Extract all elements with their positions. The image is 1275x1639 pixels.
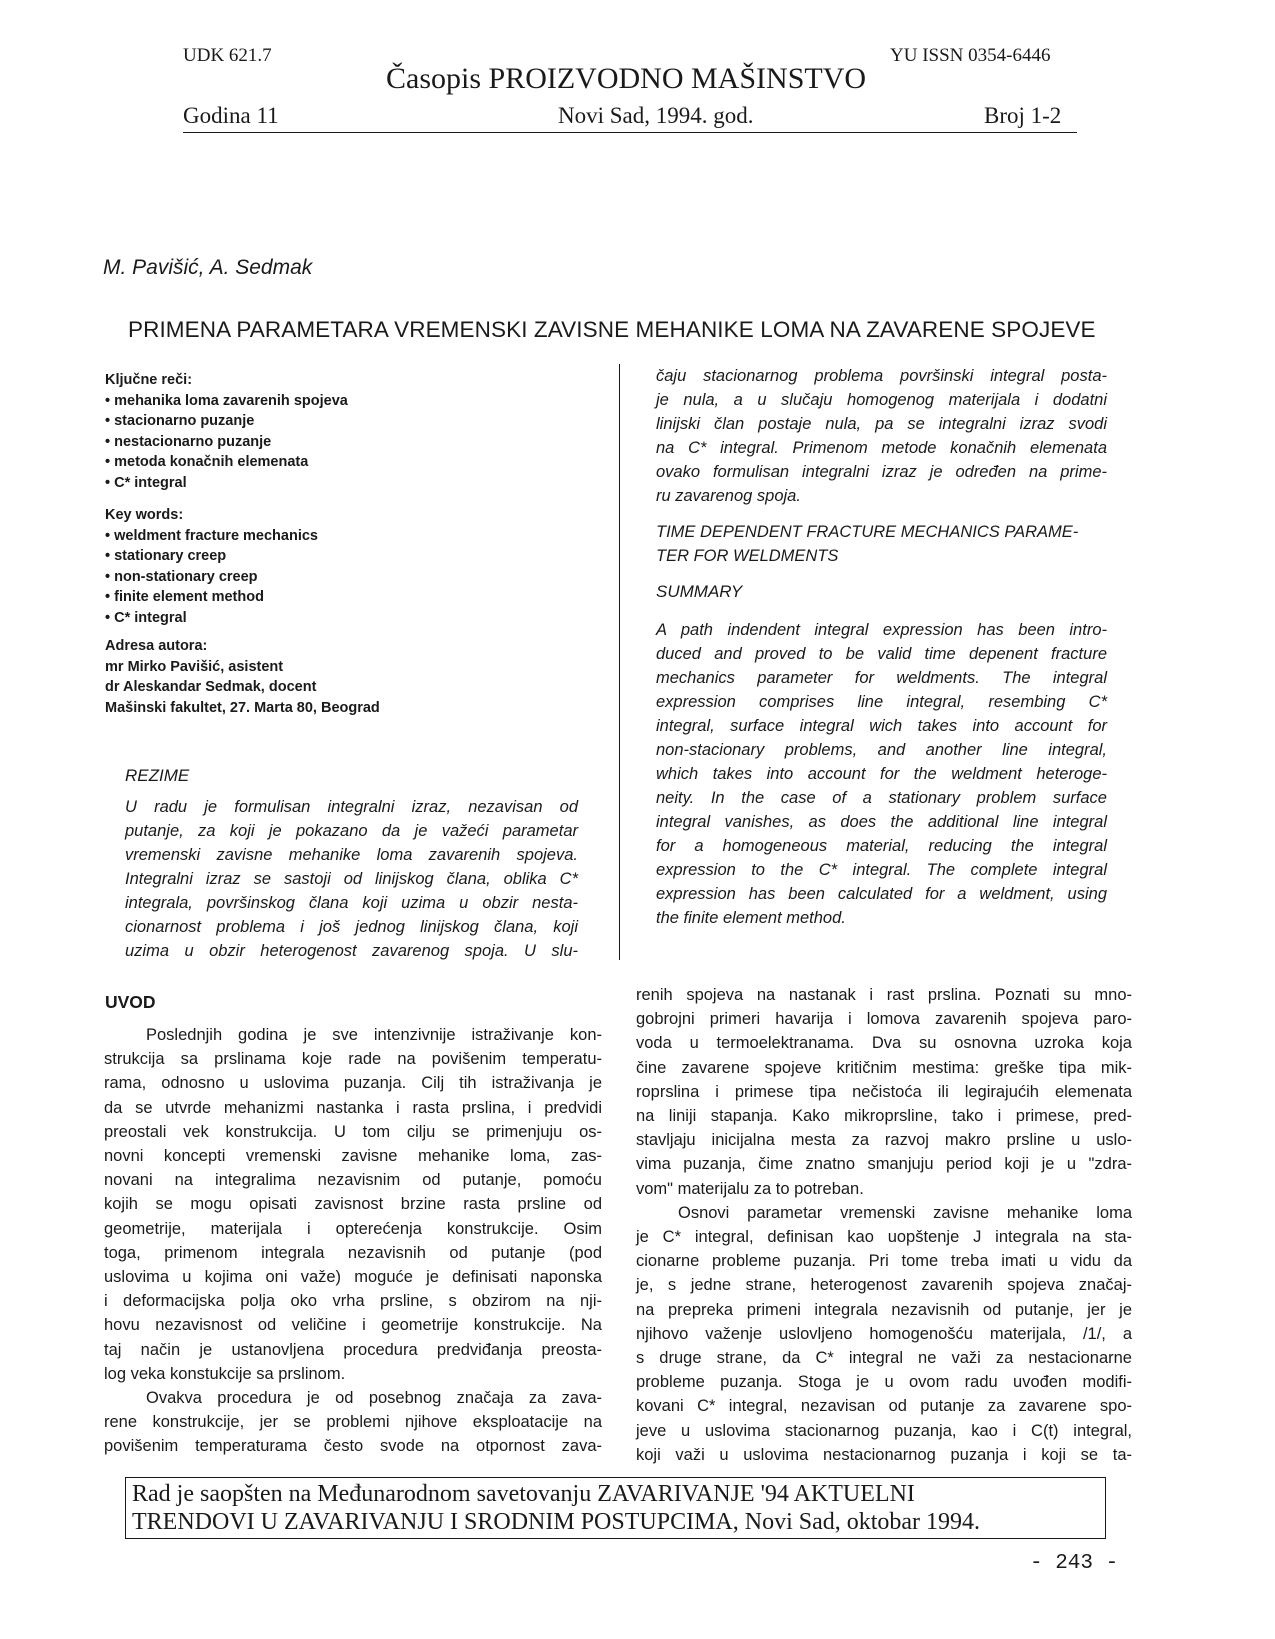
body-line: voda u termoelektranama. Dva su osnovna uzroka koja: [636, 1034, 1132, 1053]
keywords-serbian: [105, 370, 348, 493]
page-number: - 243 -: [1030, 1552, 1119, 1575]
body-line: uslovima u kojima oni važe) moguće je definisati naponska: [104, 1268, 602, 1287]
keyword-item: • C* integral: [105, 608, 318, 629]
udk-code: UDK 621.7: [183, 45, 272, 66]
body-line: hovu nezavisnost od veličine i geometrije konstrukcije. Na: [104, 1316, 602, 1335]
abstract-line: non-stacionary problems, and another line integral,: [656, 741, 1107, 759]
keyword-item: • finite element method: [105, 587, 318, 608]
abstract-serbian-continued: [656, 364, 1107, 508]
abstract-line: je nula, a u slučaju homogenog materijala i dodatni: [656, 391, 1107, 409]
body-line: rama, odnosno u uslovima puzanja. Cilj tih istraživanja je: [104, 1074, 602, 1093]
abstract-line: expression has been calculated for a weldment, using: [656, 885, 1107, 903]
keywords-heading: Key words:: [105, 507, 184, 523]
body-line: kovani C* integral, nezavisan od putanje za zavarene spo-: [636, 1397, 1132, 1416]
body-line: novani na integralima nezavisnim od putanje, pomoću: [104, 1171, 602, 1190]
address-line: Mašinski fakultet, 27. Marta 80, Beograd: [105, 699, 380, 716]
body-line: povišenim temperaturama često svode na otpornost zava-: [104, 1437, 602, 1456]
body-line: kojih se mogu opisati zavisnost brzine rasta prsline od: [104, 1195, 602, 1214]
body-column-left: [104, 1023, 602, 1459]
keyword-item: • mehanika loma zavarenih spojeva: [105, 391, 348, 412]
abstract-line: cionarnost problema i još jednog linijskog člana, koji: [125, 918, 578, 936]
address-line: dr Aleskandar Sedmak, docent: [105, 679, 317, 695]
body-line: preostali vek konstrukcija. U tom cilju se primenjuju os-: [104, 1122, 602, 1141]
paper-title: PRIMENA PARAMETARA VREMENSKI ZAVISNE MEHANIKE LOMA NA ZAVARENE SPOJEVE: [128, 317, 1096, 342]
abstract-line: U radu je formulisan integralni izraz, nezavisan od: [125, 798, 578, 816]
body-line: vima puzanja, čime znatno smanjuju period koji je u "zdra-: [636, 1155, 1132, 1174]
abstract-english: [656, 618, 1107, 930]
section-heading-uvod: UVOD: [105, 992, 156, 1012]
keywords-heading: Ključne reči:: [105, 372, 193, 388]
abstract-line: the finite element method.: [656, 909, 846, 927]
note-line: TRENDOVI U ZAVARIVANJU I SRODNIM POSTUPCIMA, Novi Sad, oktobar 1994.: [132, 1509, 981, 1535]
abstract-line: vremenski zavisne mehanike loma zavarenih spojeva.: [125, 846, 578, 864]
body-line: novni koncepti vremenski zavisne mehanike loma, zas-: [104, 1147, 602, 1166]
masthead-rule: [183, 132, 1077, 133]
abstract-line: mechanics parameter for weldments. The integral: [656, 669, 1107, 687]
body-line: stavljaju inicijalna mesta za razvoj makro prsline u uslo-: [636, 1131, 1132, 1150]
body-column-right: [636, 983, 1132, 1467]
body-line: geometrije, materijala i opterećenja konstrukcije. Osim: [104, 1219, 602, 1238]
abstract-line: uzima u obzir heterogenost zavarenog spoja. U slu-: [125, 942, 578, 960]
abstract-line: linijski član postaje nula, pa se integralni izraz svodi: [656, 415, 1107, 433]
note-line: Rad je saopšten na Međunarodnom savetovanju ZAVARIVANJE '94 AKTUELNI: [132, 1481, 915, 1507]
abstract-heading-serbian: REZIME: [125, 766, 190, 785]
keyword-item: • stationary creep: [105, 546, 318, 567]
body-line: cionarne probleme puzanja. Pri tome treba imati u vidu da: [636, 1252, 1132, 1271]
keywords-english: [105, 505, 318, 628]
abstract-line: na C* integral. Primenom metode konačnih elemenata: [656, 439, 1107, 457]
abstract-line: ovako formulisan integralni izraz je određen na prime-: [656, 463, 1107, 481]
body-line: koji važi u uslovima nestacionarnog puzanja i koji se ta-: [636, 1445, 1132, 1464]
english-title: [656, 520, 1107, 568]
english-title-line: TIME DEPENDENT FRACTURE MECHANICS PARAME-: [656, 523, 1079, 541]
body-line: taj način je ustanovljena procedura predviđanja preosta-: [104, 1340, 602, 1359]
body-line: Poslednjih godina je sve intenzivnije istraživanje kon-: [146, 1026, 602, 1044]
keyword-item: • C* integral: [105, 473, 348, 494]
abstract-line: duced and proved to be valid time depenent fracture: [656, 645, 1107, 663]
body-line: renih spojeva na nastanak i rast prslina. Poznati su mno-: [636, 986, 1132, 1004]
abstract-line: integral vanishes, as does the additional line integral: [656, 813, 1107, 831]
body-line: rene konstrukcije, jer se problemi njihove eksploatacije na: [104, 1413, 602, 1432]
abstract-line: for a homogeneous material, reducing the integral: [656, 837, 1107, 855]
address-heading: Adresa autora:: [105, 638, 208, 654]
journal-title: Časopis PROIZVODNO MAŠINSTVO: [386, 62, 867, 95]
body-line: Osnovi parametar vremenski zavisne mehanike loma: [678, 1203, 1132, 1222]
body-line: strukcija sa prslinama koje rade na povišenim temperatu-: [104, 1050, 602, 1069]
issn-code: YU ISSN 0354-6446: [890, 45, 1051, 66]
abstract-line: ru zavarenog spoja.: [656, 487, 801, 505]
abstract-line: čaju stacionarnog problema površinski integral posta-: [656, 367, 1107, 385]
body-line: toga, primenom integrala nezavisnih od putanje (pod: [104, 1243, 602, 1262]
journal-place-date: Novi Sad, 1994. god.: [558, 103, 754, 128]
author-address: [105, 636, 380, 718]
abstract-line: Integralni izraz se sastoji od linijskog člana, oblika C*: [125, 870, 578, 888]
keyword-item: • non-stationary creep: [105, 567, 318, 588]
body-line: gobrojni primeri havarija i lomova zavarenih spojeva paro-: [636, 1010, 1132, 1029]
body-line: roprslina i primese tipa nečistoća ili legirajućih elemenata: [636, 1082, 1132, 1101]
body-line: na liniji stapanja. Kako mikroprsline, tako i primese, pred-: [636, 1107, 1132, 1126]
body-line: s druge strane, da C* integral ne važi za nestacionarne: [636, 1349, 1132, 1368]
body-line: je C* integral, definisan kao uopštenje J integrala na sta-: [636, 1228, 1132, 1247]
abstract-heading-english: SUMMARY: [656, 582, 743, 601]
abstract-line: integral, surface integral wich takes into account for: [656, 717, 1107, 735]
abstract-line: expression to the C* integral. The complete integral: [656, 861, 1107, 879]
english-title-line: TER FOR WELDMENTS: [656, 547, 839, 565]
body-line: da se utvrde mehanizmi nastanka i rasta prslina, i predvidi: [104, 1098, 602, 1117]
body-line: i deformacijska polja oko vrha prsline, s obzirom na nji-: [104, 1292, 602, 1311]
body-line: Ovakva procedura je od posebnog značaja za zava-: [146, 1389, 602, 1408]
body-line: jeve u uslovima stacionarnog puzanja, kao i C(t) integral,: [636, 1421, 1132, 1440]
conference-note: [125, 1477, 1106, 1539]
column-divider: [619, 364, 620, 960]
body-line: je, s jedne strane, heterogenost zavarenih spojeva značaj-: [636, 1276, 1132, 1295]
keyword-item: • stacionarno puzanje: [105, 411, 348, 432]
journal-issue: Broj 1-2: [984, 103, 1062, 128]
abstract-line: neity. In the case of a stationary problem surface: [656, 789, 1107, 807]
keyword-item: • nestacionarno puzanje: [105, 432, 348, 453]
body-line: na prepreka primeni integrala nezavisnih od putanje, jer je: [636, 1300, 1132, 1319]
keyword-item: • metoda konačnih elemenata: [105, 452, 348, 473]
body-line: vom" materijalu za to potreban.: [636, 1179, 864, 1198]
body-line: njihovo važenje uslovljeno homogenošću materijala, /1/, a: [636, 1324, 1132, 1343]
journal-year: Godina 11: [183, 103, 279, 128]
abstract-line: A path indendent integral expression has been intro-: [656, 621, 1107, 639]
body-line: probleme puzanja. Stoga je u ovom radu uvođen modifi-: [636, 1373, 1132, 1392]
keyword-item: • weldment fracture mechanics: [105, 526, 318, 547]
abstract-line: which takes into account for the weldment heteroge-: [656, 765, 1107, 783]
address-line: mr Mirko Pavišić, asistent: [105, 658, 284, 675]
abstract-line: integrala, površinskog člana koji uzima u obzir nesta-: [125, 894, 578, 912]
body-line: log veka konstukcije sa prslinom.: [104, 1364, 346, 1383]
abstract-line: expression comprises line integral, resembing C*: [656, 693, 1107, 711]
paper-authors: M. Pavišić, A. Sedmak: [103, 256, 313, 279]
abstract-serbian: [125, 795, 578, 963]
body-line: čine zavarene spojeve kritičnim mestima: greške tipa mik-: [636, 1058, 1132, 1077]
abstract-line: putanje, za koji je pokazano da je važeći parametar: [125, 822, 578, 840]
